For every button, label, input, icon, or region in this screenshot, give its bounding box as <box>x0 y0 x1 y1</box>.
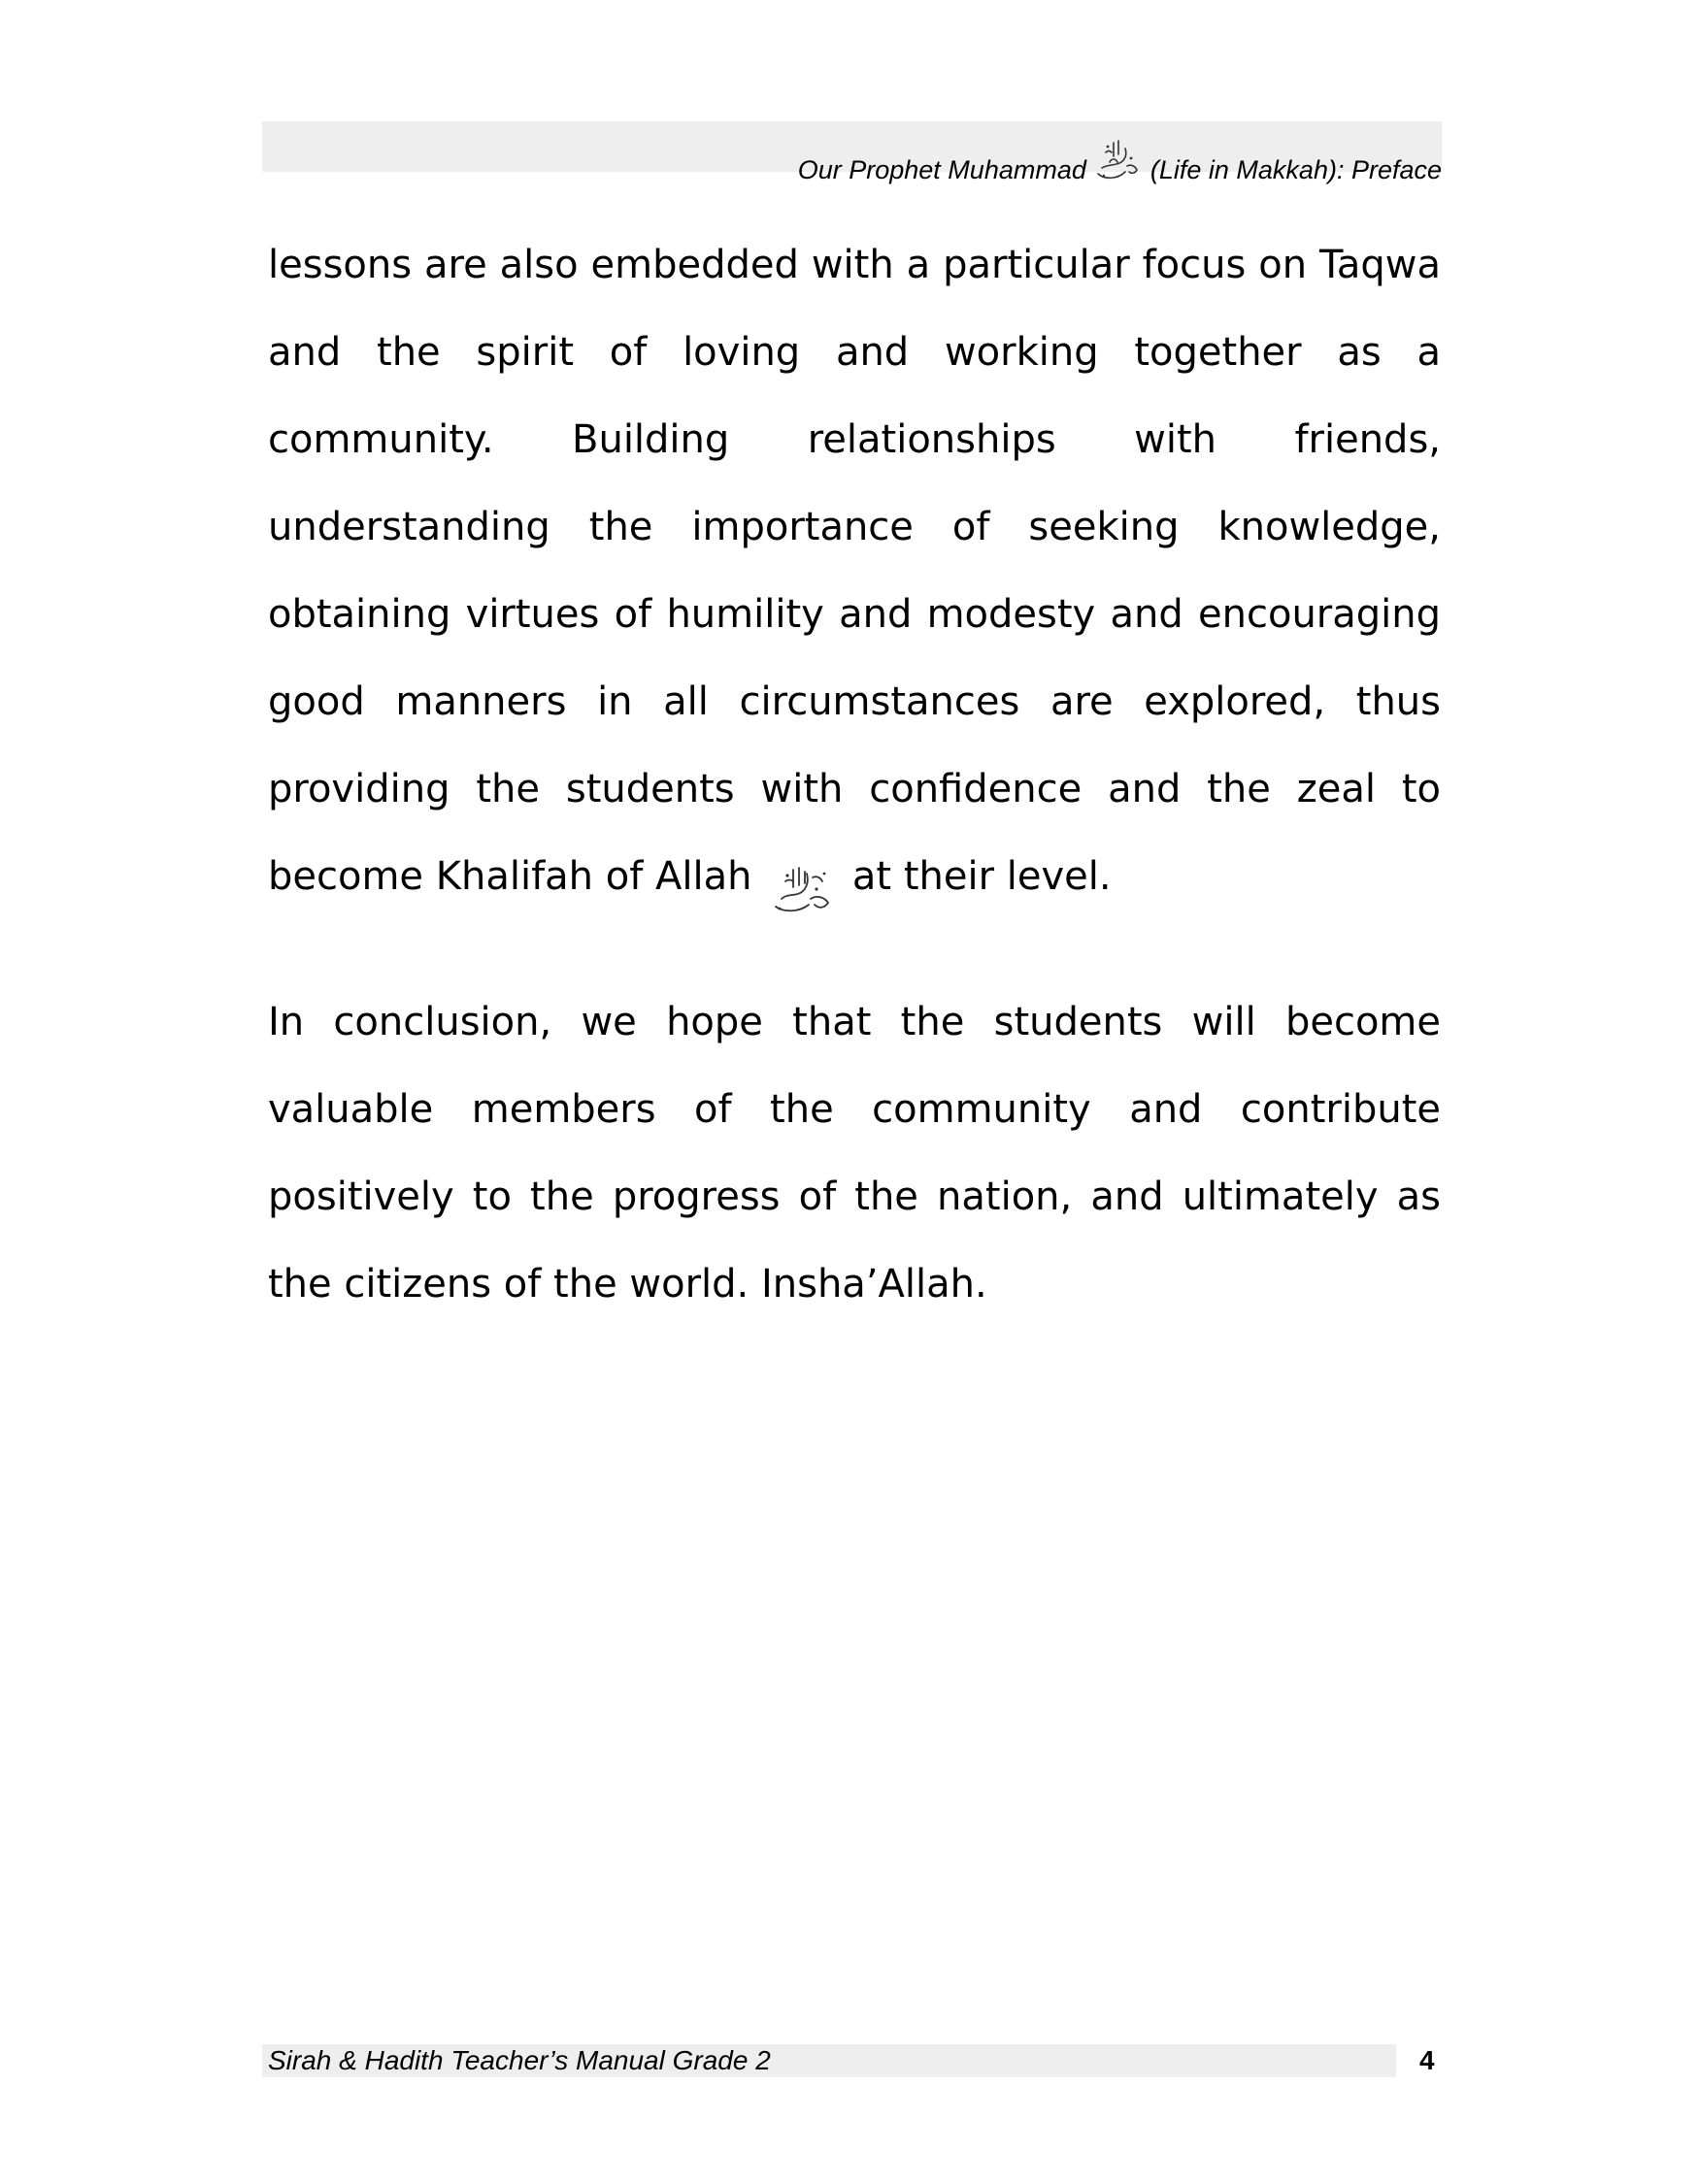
preface-body <box>268 221 1441 1328</box>
header-title-start: Our Prophet Muhammad <box>797 155 1086 184</box>
paragraph-text: lessons are also embedded with a particular focus on Taqwa and the spirit of loving and working together as a community. Building relationships with friends, understanding the importance of seeking knowledge, obtaining virtues of humility and modesty and encouraging good manners in all circumstances are explored, thus providing the students with confidence and the zeal to become Khalifah of Allah <box>268 243 1441 899</box>
subhanahu-wa-taala-calligraphy-icon <box>770 860 834 912</box>
header-title-end: (Life in Makkah): Preface <box>1149 155 1442 184</box>
paragraph-text: at their level. <box>851 854 1112 899</box>
running-header <box>798 141 1442 185</box>
paragraph <box>268 221 1441 920</box>
footer-title: Sirah & Hadith Teacher’s Manual Grade 2 <box>268 2045 771 2075</box>
paragraph: In conclusion, we hope that the students will become valuable members of the community and contribute positively to the progress of the nation, and ultimately as the citizens of the world. Insha’Allah. <box>268 1000 1441 1307</box>
page-number: 4 <box>1419 2045 1435 2075</box>
salawat-calligraphy-icon <box>1092 137 1143 182</box>
